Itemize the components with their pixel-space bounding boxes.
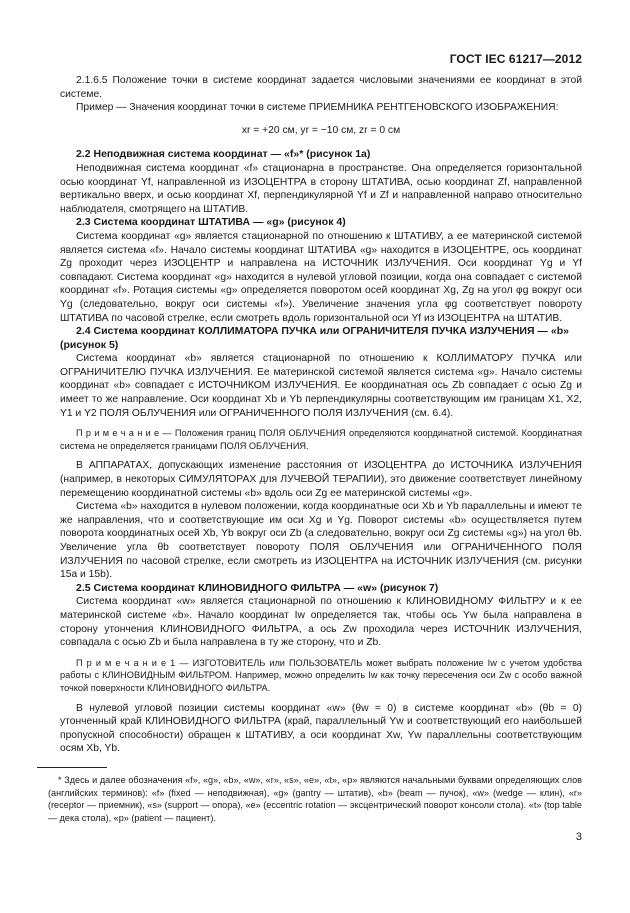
- heading-2-3: 2.3 Система координат ШТАТИВА — «g» (рисунок 4): [76, 216, 346, 229]
- paragraph-2-3: Система координат «g» является стационарной по отношению к ШТАТИВУ, а ее материнской системой является система «f». Начало системы координат ШТАТИВА «g» находится в ИЗОЦЕНТРЕ, ось координат Zg проходит через ИЗОЦЕНТР и направлена на ИСТОЧНИК ИЗЛУЧЕНИЯ. Оси координат Yg и Yf совпадают. Система координат «g» находится в нулевой угловой позиции, когда она совпадает с системой координат «f». Ротация системы «g» определяется поворотом осей координат Xg, Zg на угол φg вокруг оси Yg (следовательно, вокруг оси системы «f»). Увеличение значения угла φg соответствует повороту ШТАТИВА по часовой стрелке, если смотреть вдоль горизонтальной оси Yf из ИЗОЦЕНТРА на ШТАТИВ.: [60, 230, 582, 324]
- paragraph-2-5-a: Система координат «w» является стационарной по отношению к КЛИНОВИДНОМУ ФИЛЬТРУ и к ее материнской системе «b». Начало координат Iw определяется так, чтобы ось Yw была направлена в сторону утончения КЛИНОВИДНОГО ФИЛЬТРА, а ось Zw проходила через ИСТОЧНИК ИЗЛУЧЕНИЯ, совпадала с осью Zb и была направлена в ту же сторону, что и Zb.: [60, 596, 582, 649]
- paragraph-2-1-6-5: 2.1.6.5 Положение точки в системе координат задается числовыми значениями ее координат в этой системе.: [60, 75, 582, 100]
- footnote: * Здесь и далее обозначения «f», «g», «b», «w», «r», «s», «e», «t», «p» являются начальными буквами определяющих слов (английских терминов): «f» (fixed — неподвижная), «g» (gantry — штатив), «b» (beam — пучок), «w» (wedge — клин), «r» (receptor — приемник), «s» (support — опора), «e» (eccentric rotation — эксцентрический поворот консоли стола). «t» (top table — дека стола), «p» (patient — пациент).: [48, 775, 582, 823]
- paragraph-2-4-c: Система «b» находится в нулевом положении, когда координатные оси Xb и Yb параллельны и имеют те же направления, что и соответствующие им оси Xg и Yg. Поворот системы «b» осуществляется путем поворота координатных осей Xb, Yb вокруг оси Zb (а следовательно, вокруг оси Zg системы «g») на угол θb. Увеличение угла θb соответствует повороту ПОЛЯ ОБЛУЧЕНИЯ или ОГРАНИЧЕННОГО ПОЛЯ ИЗЛУЧЕНИЯ по часовой стрелке, если смотреть из ИЗОЦЕНТРА на ИСТОЧНИК ИЗЛУЧЕНИЯ (см. рисунки 15а и 15b).: [60, 501, 582, 581]
- paragraph-2-2: Неподвижная система координат «f» стационарна в пространстве. Она определяется горизонтальной осью координат Yf, направленной из ИЗОЦЕНТРА в сторону ШТАТИВА, осью координат Zf, направленной вертикально вверх, и осью координат Xf, перпендикулярной Yf и Zf и направленной направо относительно наблюдателя, смотрящего на ШТАТИВ.: [60, 162, 582, 215]
- document-body: [60, 74, 582, 756]
- heading-2-4: 2.4 Система координат КОЛЛИМАТОРА ПУЧКА или ОГРАНИЧИТЕЛЯ ПУЧКА ИЗЛУЧЕНИЯ — «b» (рисунок 5): [60, 325, 569, 351]
- heading-2-5: 2.5 Система координат КЛИНОВИДНОГО ФИЛЬТРА — «w» (рисунок 7): [76, 581, 439, 594]
- example-text: Пример — Значения координат точки в системе ПРИЕМНИКА РЕНТГЕНОВСКОГО ИЗОБРАЖЕНИЯ:: [76, 102, 559, 114]
- page-header: ГОСТ IEC 61217—2012: [449, 52, 582, 66]
- paragraph-2-4-b: В АППАРАТАХ, допускающих изменение расстояния от ИЗОЦЕНТРА до ИСТОЧНИКА ИЗЛУЧЕНИЯ (например, в некоторых СИМУЛЯТОРАХ для ЛУЧЕВОЙ ТЕРАПИИ), это движение соответствует линейному перемещению координатной системы «b» вдоль оси Zg ее материнской системы «g».: [60, 460, 582, 499]
- note-2-5: П р и м е ч а н и е 1 — ИЗГОТОВИТЕЛЬ или ПОЛЬЗОВАТЕЛЬ может выбрать положение Iw с учетом удобства работы с КЛИНОВИДНЫМ ФИЛЬТРОМ. Например, можно определить Iw как точку пересечения оси Zw с особо важной точкой поверхности КЛИНОВИДНОГО ФИЛЬТРА.: [60, 657, 582, 693]
- note-2-4: П р и м е ч а н и е — Положения границ ПОЛЯ ОБЛУЧЕНИЯ определяются координатной системой. Координатная система не определяется границами ПОЛЯ ОБЛУЧЕНИЯ.: [60, 428, 582, 451]
- heading-2-2: 2.2 Неподвижная система координат — «f»* (рисунок 1а): [76, 148, 371, 161]
- page-number: 3: [575, 831, 582, 843]
- formula: xr = +20 см, yr = −10 см, zr = 0 см: [241, 124, 401, 136]
- paragraph-2-4-a: Система координат «b» является стационарной по отношению к КОЛЛИМАТОРУ ПУЧКА или ОГРАНИЧИТЕЛЮ ПУЧКА ИЗЛУЧЕНИЯ. Ее материнской системой является система «g». Начало системы координат «b» совпадает с ИСТОЧНИКОМ ИЗЛУЧЕНИЯ. Ее координатная ось Zb совпадает с осью Zg и имеет то же направление. Оси координат Xb и Yb перпендикулярны соответствующим им границам X1, X2, Y1 и Y2 ПОЛЯ ОБЛУЧЕНИЯ или ОГРАНИЧЕННОГО ПОЛЯ ИЗЛУЧЕНИЯ (см. 6.4).: [60, 353, 582, 419]
- footnote-separator: [37, 767, 107, 768]
- paragraph-2-5-b: В нулевой угловой позиции системы координат «w» (θw = 0) в системе координат «b» (θb = 0) утонченный край КЛИНОВИДНОГО ФИЛЬТРА (край, параллельный Yw и соответствующий его наибольшей пропускной способности) обращен к ШТАТИВУ, а оси координат Xw, Yw параллельны соответствующим осям Xb, Yb.: [60, 702, 582, 755]
